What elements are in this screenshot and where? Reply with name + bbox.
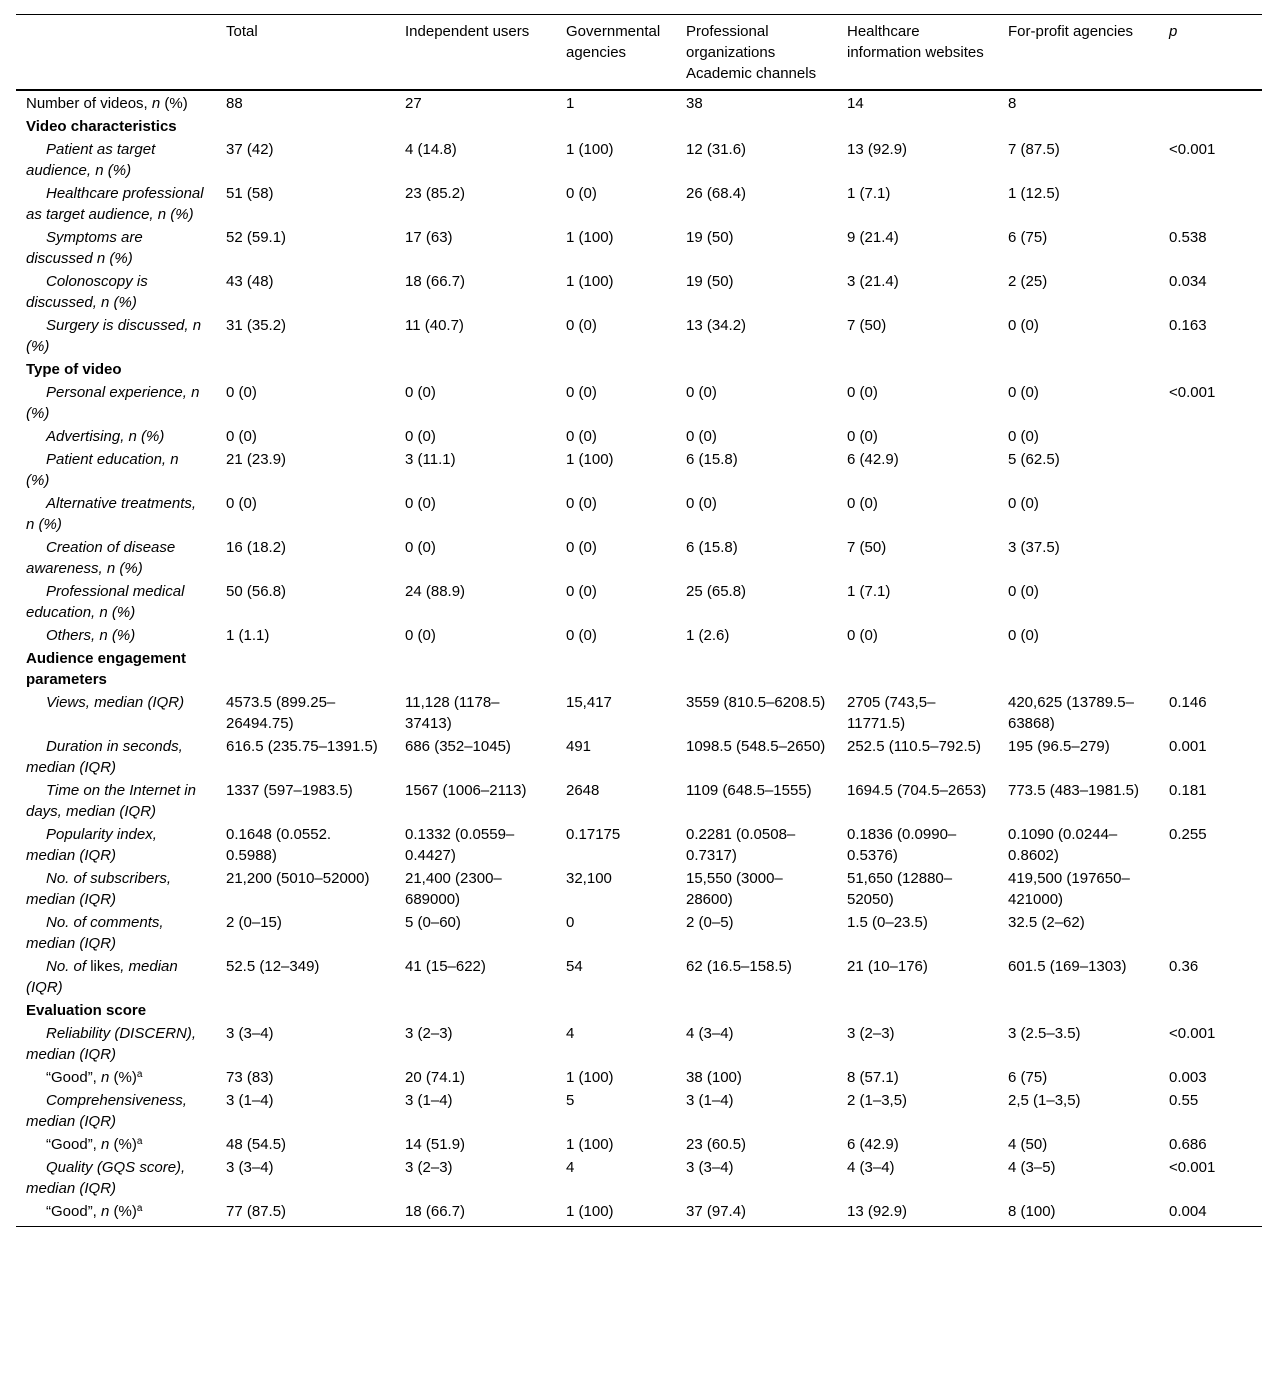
table-cell [1159,999,1262,1022]
table-row [16,1133,1262,1156]
table-cell [837,999,998,1022]
row-label: Reliability (DISCERN), median (IQR) [26,1025,197,1063]
table-cell: 616.5 (235.75–1391.5) [226,738,378,755]
table-cell [1159,182,1262,226]
table-cell: 88 [226,95,243,112]
table-row [16,492,1262,536]
table-cell: 0 (0) [405,495,436,512]
table-cell: 4 [566,1159,575,1176]
table-cell: 41 (15–622) [405,958,486,975]
table-cell: 4 (14.8) [405,141,457,158]
table-cell: 0 (0) [566,583,597,600]
table-row [16,226,1262,270]
table-cell: 23 (60.5) [686,1136,747,1153]
table-cell: 0 (0) [1008,384,1039,401]
table-cell: 3 (3–4) [686,1159,734,1176]
table-cell [1159,624,1262,647]
table-cell: 0.034 [1169,273,1207,290]
table-cell: 26 (68.4) [686,185,747,202]
table-cell: 1 [566,95,575,112]
table-cell: 0 (0) [1008,627,1039,644]
row-label: Number of videos, n (%) [26,95,188,112]
table-cell [837,115,998,138]
row-label: Alternative treatments, n (%) [26,495,197,533]
table-row [16,867,1262,911]
table-cell: 1 (12.5) [1008,185,1060,202]
table-cell: 0.003 [1169,1069,1207,1086]
table-cell: 1 (100) [566,451,614,468]
table-cell: 1 (7.1) [847,583,891,600]
section-heading: Video characteristics [26,118,177,135]
table-cell [998,999,1159,1022]
table-cell: 0.55 [1169,1092,1199,1109]
table-cell: 1 (100) [566,141,614,158]
row-label: No. of likes, median (IQR) [26,958,178,996]
table-cell: 8 (57.1) [847,1069,899,1086]
table-cell: 50 (56.8) [226,583,287,600]
table-cell: 601.5 (169–1303) [1008,958,1127,975]
table-row [16,691,1262,735]
table-row [16,911,1262,955]
table-cell [1159,492,1262,536]
table-cell [1159,580,1262,624]
table-cell: 419,500 (197650–421000) [1008,870,1130,908]
table-cell: 0 (0) [566,495,597,512]
table-cell: 52 (59.1) [226,229,287,246]
table-cell: 73 (83) [226,1069,274,1086]
table-cell: 0 (0) [226,384,257,401]
table-cell [676,115,837,138]
table-cell [1159,536,1262,580]
table-cell: 51,650 (12880–52050) [847,870,953,908]
row-label: Time on the Internet in days, median (IQR) [26,782,196,820]
row-label: Symptoms are discussed n (%) [26,229,143,267]
table-cell: 8 (100) [1008,1203,1056,1220]
row-label: No. of subscribers, median (IQR) [26,870,172,908]
table-cell: 3 (37.5) [1008,539,1060,556]
section-heading: Evaluation score [26,1002,147,1019]
table-cell [216,999,395,1022]
table-cell: 1337 (597–1983.5) [226,782,353,799]
section-heading: Type of video [26,361,122,378]
table-cell [1159,911,1262,955]
table-cell: 1 (7.1) [847,185,891,202]
table-cell: 9 (21.4) [847,229,899,246]
footnote-marker: a [136,1069,143,1080]
table-cell [998,358,1159,381]
table-cell: 13 (92.9) [847,1203,908,1220]
table-cell: 21 (23.9) [226,451,287,468]
table-row [16,314,1262,358]
table-cell [1159,448,1262,492]
table-cell: 17 (63) [405,229,453,246]
table-cell: <0.001 [1169,1159,1216,1176]
table-row [16,381,1262,425]
header-cell: Independent users [405,23,530,40]
table-cell: 16 (18.2) [226,539,287,556]
table-cell: 18 (66.7) [405,1203,466,1220]
table-cell: 2 (1–3,5) [847,1092,908,1109]
row-label: Popularity index, median (IQR) [26,826,157,864]
table-cell: 25 (65.8) [686,583,747,600]
table-cell: 1 (2.6) [686,627,730,644]
table-cell: 0 (0) [405,384,436,401]
table-cell: 1 (100) [566,1203,614,1220]
table-cell: 37 (42) [226,141,274,158]
table-cell: 0.1836 (0.0990–0.5376) [847,826,957,864]
table-cell: 252.5 (110.5–792.5) [847,738,981,755]
table-cell: 6 (75) [1008,229,1048,246]
row-label: Colonoscopy is discussed, n (%) [26,273,148,311]
table-row [16,90,1262,115]
table-cell [676,647,837,691]
table-cell: 1 (100) [566,1069,614,1086]
table-cell: 7 (50) [847,317,887,334]
table-cell: <0.001 [1169,384,1216,401]
table-cell: 0 (0) [566,428,597,445]
footnote-marker: a [136,1136,143,1147]
section-row [16,115,1262,138]
italic-n: n [101,1069,110,1086]
table-body [16,90,1262,1227]
table-cell [395,358,556,381]
table-header-row [16,15,1262,91]
italic-n: n [101,1136,110,1153]
table-row [16,735,1262,779]
table-cell: 0 (0) [566,627,597,644]
table-cell: 4 (3–5) [1008,1159,1056,1176]
table-cell: 3 (21.4) [847,273,899,290]
table-cell: 3 (2–3) [847,1025,895,1042]
table-cell: 24 (88.9) [405,583,466,600]
table-cell: 195 (96.5–279) [1008,738,1110,755]
table-cell: 3 (1–4) [226,1092,274,1109]
table-cell: 0 (0) [405,539,436,556]
table-row [16,425,1262,448]
table-cell: 2 (0–15) [226,914,282,931]
header-cell: Total [226,23,258,40]
section-row [16,358,1262,381]
table-cell: 38 [686,95,703,112]
row-label: Patient as target audience, n (%) [26,141,156,179]
table-cell: 4573.5 (899.25–26494.75) [226,694,336,732]
table-cell: 2648 [566,782,600,799]
table-row [16,536,1262,580]
table-cell: 7 (87.5) [1008,141,1060,158]
table-cell: 13 (92.9) [847,141,908,158]
table-cell: 0.1648 (0.0552. 0.5988) [226,826,332,864]
table-cell [1159,115,1262,138]
row-label: Quality (GQS score), median (IQR) [26,1159,186,1197]
table-cell [1159,90,1262,115]
table-row [16,1066,1262,1089]
row-label: Healthcare professional as target audience, n (%) [26,185,204,223]
row-label: Professional medical education, n (%) [26,583,185,621]
table-cell [395,647,556,691]
table-cell: 3 (2–3) [405,1159,453,1176]
table-cell: 6 (42.9) [847,1136,899,1153]
table-cell: 11,128 (1178–37413) [405,694,500,732]
table-cell: 11 (40.7) [405,317,464,334]
table-cell: 15,550 (3000–28600) [686,870,783,908]
table-cell: 3559 (810.5–6208.5) [686,694,826,711]
table-cell: 3 (1–4) [686,1092,734,1109]
row-label-text: “Good”, n (%) [46,1136,137,1153]
table-cell: 77 (87.5) [226,1203,287,1220]
table-cell: 0 (0) [566,317,597,334]
table-cell [216,115,395,138]
table-cell: 0 (0) [1008,583,1039,600]
table-cell: 0.538 [1169,229,1207,246]
table-cell: 32.5 (2–62) [1008,914,1085,931]
table-cell: 3 (3–4) [226,1159,274,1176]
row-label: No. of comments, median (IQR) [26,914,164,952]
table-cell: 4 (3–4) [847,1159,895,1176]
table-cell: 1.5 (0–23.5) [847,914,928,931]
table-cell [676,358,837,381]
table-cell [1159,647,1262,691]
table-cell: 0 (0) [566,384,597,401]
table-cell: 1109 (648.5–1555) [686,782,812,799]
table-cell [676,999,837,1022]
table-cell: 5 [566,1092,575,1109]
header-cell: For-profit agencies [1008,23,1134,40]
row-label: Views, median (IQR) [46,694,185,711]
table-cell: 491 [566,738,592,755]
table-cell: 20 (74.1) [405,1069,466,1086]
table-cell: 0.001 [1169,738,1207,755]
table-cell [837,647,998,691]
italic-n: n [151,95,161,112]
table-cell: 37 (97.4) [686,1203,747,1220]
table-cell: 18 (66.7) [405,273,466,290]
row-label [16,1200,216,1227]
table-cell: 0 (0) [226,495,257,512]
table-row [16,182,1262,226]
table-cell: 1567 (1006–2113) [405,782,527,799]
table-cell: 0.36 [1169,958,1199,975]
table-row [16,270,1262,314]
table-row [16,823,1262,867]
row-label: Surgery is discussed, n (%) [26,317,202,355]
table-cell: 3 (1–4) [405,1092,453,1109]
table-cell: 1 (100) [566,273,614,290]
table-cell: 0 (0) [847,384,878,401]
row-label [16,1066,216,1089]
table-cell: 0 (0) [847,428,878,445]
table-cell: 2,5 (1–3,5) [1008,1092,1081,1109]
table-cell [1159,358,1262,381]
table-cell: 3 (11.1) [405,451,456,468]
table-cell: 5 (62.5) [1008,451,1060,468]
italic-n: n [101,1203,110,1220]
table-cell: 3 (2–3) [405,1025,453,1042]
table-cell: 1694.5 (704.5–2653) [847,782,987,799]
table-cell [216,358,395,381]
table-cell: 3 (2.5–3.5) [1008,1025,1081,1042]
table-cell [556,115,676,138]
table-cell [556,358,676,381]
table-cell: 0 (0) [1008,317,1039,334]
table-cell: 19 (50) [686,273,734,290]
table-cell: 52.5 (12–349) [226,958,320,975]
table-cell: 0 (0) [405,627,436,644]
row-label: Advertising, n (%) [46,428,165,445]
row-label: Others, n (%) [46,627,136,644]
table-cell [556,999,676,1022]
table-cell: 0.146 [1169,694,1207,711]
table-cell: 2 (25) [1008,273,1048,290]
table-cell: 0 (0) [405,428,436,445]
table-cell: 4 (50) [1008,1136,1048,1153]
table-cell [837,358,998,381]
table-cell: 21 (10–176) [847,958,928,975]
table-cell: 773.5 (483–1981.5) [1008,782,1139,799]
table-cell: 32,100 [566,870,612,887]
table-row [16,1156,1262,1200]
table-cell: 6 (15.8) [686,539,738,556]
table-row [16,138,1262,182]
table-cell: 43 (48) [226,273,274,290]
section-heading: Audience engagement parameters [26,650,187,688]
table-cell: 13 (34.2) [686,317,747,334]
table-cell: 19 (50) [686,229,734,246]
table-cell [395,999,556,1022]
table-cell: 7 (50) [847,539,887,556]
table-row [16,448,1262,492]
section-row [16,647,1262,691]
table-cell [395,115,556,138]
table-cell: 0 (0) [686,384,717,401]
table-cell: 0.255 [1169,826,1207,843]
table-cell [216,647,395,691]
table-cell: 0.163 [1169,317,1207,334]
row-label: Patient education, n (%) [26,451,179,489]
table-row [16,955,1262,999]
table-cell: 1098.5 (548.5–2650) [686,738,826,755]
table-cell: 0 (0) [566,185,597,202]
row-label: Duration in seconds, median (IQR) [26,738,183,776]
table-cell: 0 (0) [1008,428,1039,445]
table-cell: 31 (35.2) [226,317,287,334]
table-cell: 38 (100) [686,1069,742,1086]
section-row [16,999,1262,1022]
table-cell: 0.686 [1169,1136,1207,1153]
table-row [16,624,1262,647]
table-cell: 6 (75) [1008,1069,1048,1086]
table-cell: 0.2281 (0.0508–0.7317) [686,826,796,864]
table-cell: 2705 (743,5–11771.5) [847,694,936,732]
row-label-text: “Good”, n (%) [46,1203,137,1220]
table-row [16,1022,1262,1066]
table-cell: 0.17175 [566,826,621,843]
table-cell: 0 (0) [226,428,257,445]
table-cell: 2 (0–5) [686,914,734,931]
table-row [16,779,1262,823]
table-cell: 0 (0) [847,627,878,644]
table-cell: 15,417 [566,694,612,711]
table-cell: 8 [1008,95,1017,112]
table-cell: 12 (31.6) [686,141,747,158]
table-cell: 3 (3–4) [226,1025,274,1042]
table-cell [556,647,676,691]
table-cell [1159,425,1262,448]
table-cell: 0 (0) [847,495,878,512]
table-cell: 1 (100) [566,229,614,246]
upright-word: likes [90,958,121,975]
table-cell: 0.1332 (0.0559–0.4427) [405,826,515,864]
row-label [16,1133,216,1156]
table-cell: 0.181 [1169,782,1207,799]
table-cell: 6 (42.9) [847,451,899,468]
row-label: Creation of disease awareness, n (%) [26,539,176,577]
table-cell: 0 (0) [1008,495,1039,512]
table-cell: 686 (352–1045) [405,738,511,755]
table-cell: 27 [405,95,422,112]
table-cell: 0 (0) [686,428,717,445]
table-cell: 0 [566,914,575,931]
table-cell: <0.001 [1169,1025,1216,1042]
table-cell: 1 (100) [566,1136,614,1153]
table-cell [998,115,1159,138]
table-cell: <0.001 [1169,141,1216,158]
header-cell: Professional organizations Academic channels [686,23,817,82]
table-cell: 54 [566,958,583,975]
table-cell: 14 (51.9) [405,1136,466,1153]
header-cell: Healthcare information websites [847,23,984,61]
table-cell [1159,867,1262,911]
table-cell: 6 (15.8) [686,451,738,468]
table-cell: 48 (54.5) [226,1136,287,1153]
row-label: Personal experience, n (%) [26,384,200,422]
table-row [16,580,1262,624]
table-cell: 0 (0) [686,495,717,512]
footnote-marker: a [136,1203,143,1214]
header-cell: Governmental agencies [566,23,661,61]
table-cell [998,647,1159,691]
table-cell: 51 (58) [226,185,274,202]
table-cell: 14 [847,95,864,112]
row-label-text: “Good”, n (%) [46,1069,137,1086]
data-table [16,14,1262,1227]
table-cell: 5 (0–60) [405,914,461,931]
table-cell: 0 (0) [566,539,597,556]
row-label: Comprehensiveness, median (IQR) [26,1092,187,1130]
table-cell: 62 (16.5–158.5) [686,958,792,975]
table-row [16,1200,1262,1227]
table-cell: 4 [566,1025,575,1042]
header-cell-empty [16,15,216,91]
table-cell: 21,400 (2300–689000) [405,870,502,908]
header-cell: p [1169,23,1178,40]
table-cell: 0.1090 (0.0244–0.8602) [1008,826,1118,864]
table-cell: 21,200 (5010–52000) [226,870,370,887]
table-cell: 23 (85.2) [405,185,466,202]
table-cell: 0.004 [1169,1203,1207,1220]
table-cell: 420,625 (13789.5–63868) [1008,694,1134,732]
table-cell: 1 (1.1) [226,627,270,644]
table-row [16,1089,1262,1133]
table-cell: 4 (3–4) [686,1025,734,1042]
